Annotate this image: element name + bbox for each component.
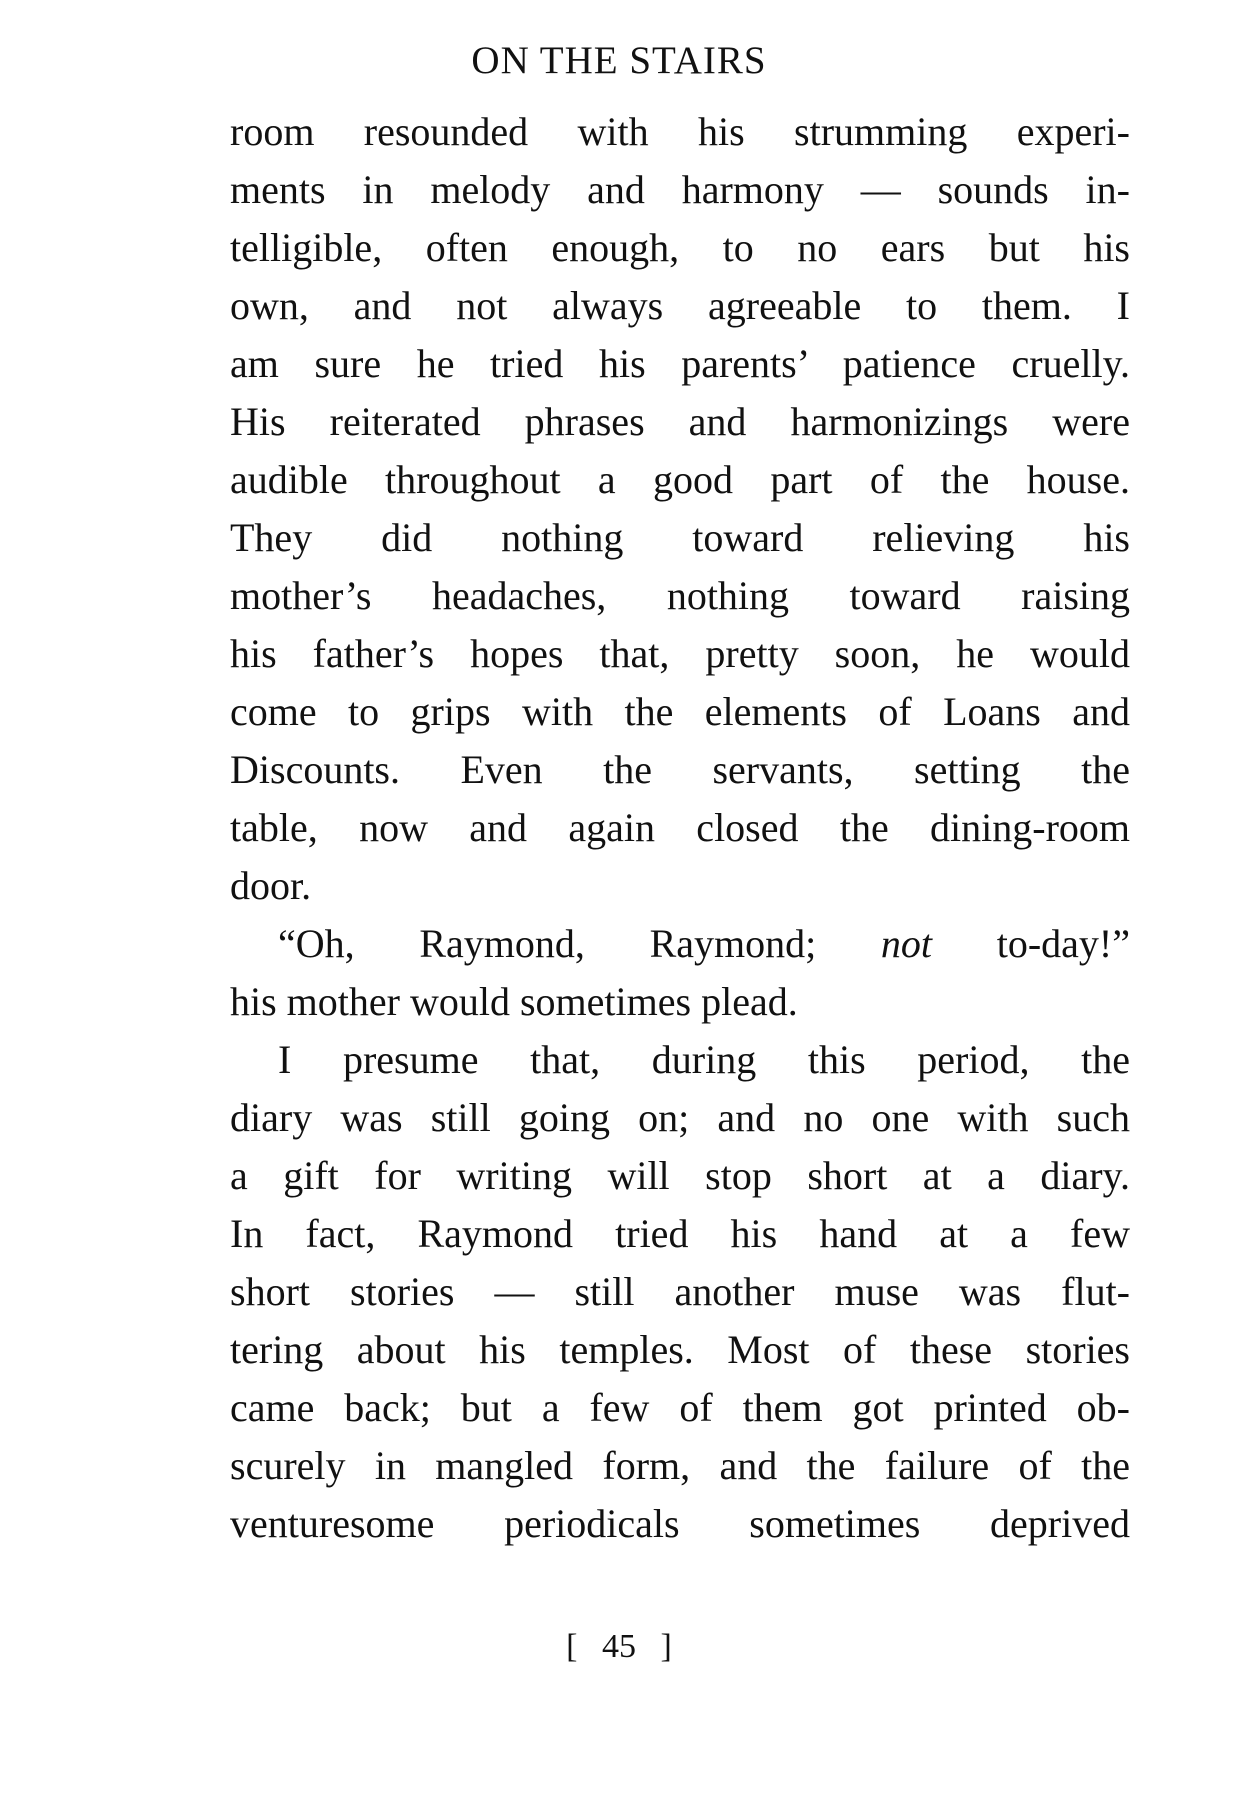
text-line: Discounts. Even the servants, setting the [230,747,1130,792]
text-line: They did nothing toward relieving his [230,515,1130,560]
body-text [230,103,1130,1553]
paragraph-3 [230,1031,1130,1553]
text-line: diary was still going on; and no one with such [230,1095,1130,1140]
text-line: room resounded with his strumming experi- [230,109,1130,154]
running-head: ON THE STAIRS [471,39,767,82]
text-line: mother’s headaches, nothing toward raising [230,573,1130,618]
text-line: venturesome periodicals sometimes deprived [230,1501,1130,1546]
text-line: table, now and again closed the dining-room [230,805,1130,850]
text-line: his father’s hopes that, pretty soon, he would [230,631,1130,676]
text-line: own, and not always agreeable to them. I [230,283,1130,328]
text-line: audible throughout a good part of the house. [230,457,1130,502]
paragraph-2 [230,915,1130,1031]
text-line: am sure he tried his parents’ patience cruelly. [230,341,1130,386]
text-line: In fact, Raymond tried his hand at a few [230,1211,1130,1256]
page-number: [ 45 ] [566,1628,672,1665]
text-line: a gift for writing will stop short at a diary. [230,1153,1130,1198]
emphasis-text: not [880,921,933,966]
text-line: his mother would sometimes plead. [230,979,798,1024]
text-line: telligible, often enough, to no ears but his [230,225,1130,270]
text-line: ments in melody and harmony — sounds in- [230,167,1130,212]
text-line: tering about his temples. Most of these stories [230,1327,1130,1372]
dialogue-text: “Oh, Raymond, Raymond; [278,921,881,966]
text-line: His reiterated phrases and harmonizings were [230,399,1130,444]
text-line: door. [230,863,312,908]
dialogue-text: to-day!” [932,921,1130,966]
dialogue-line [230,915,1130,973]
paragraph-1 [230,103,1130,915]
text-line: I presume that, during this period, the [278,1037,1130,1082]
text-line: short stories — still another muse was flut- [230,1269,1130,1314]
text-line: come to grips with the elements of Loans and [230,689,1130,734]
text-line: scurely in mangled form, and the failure of the [230,1443,1130,1488]
text-line: came back; but a few of them got printed ob- [230,1385,1130,1430]
